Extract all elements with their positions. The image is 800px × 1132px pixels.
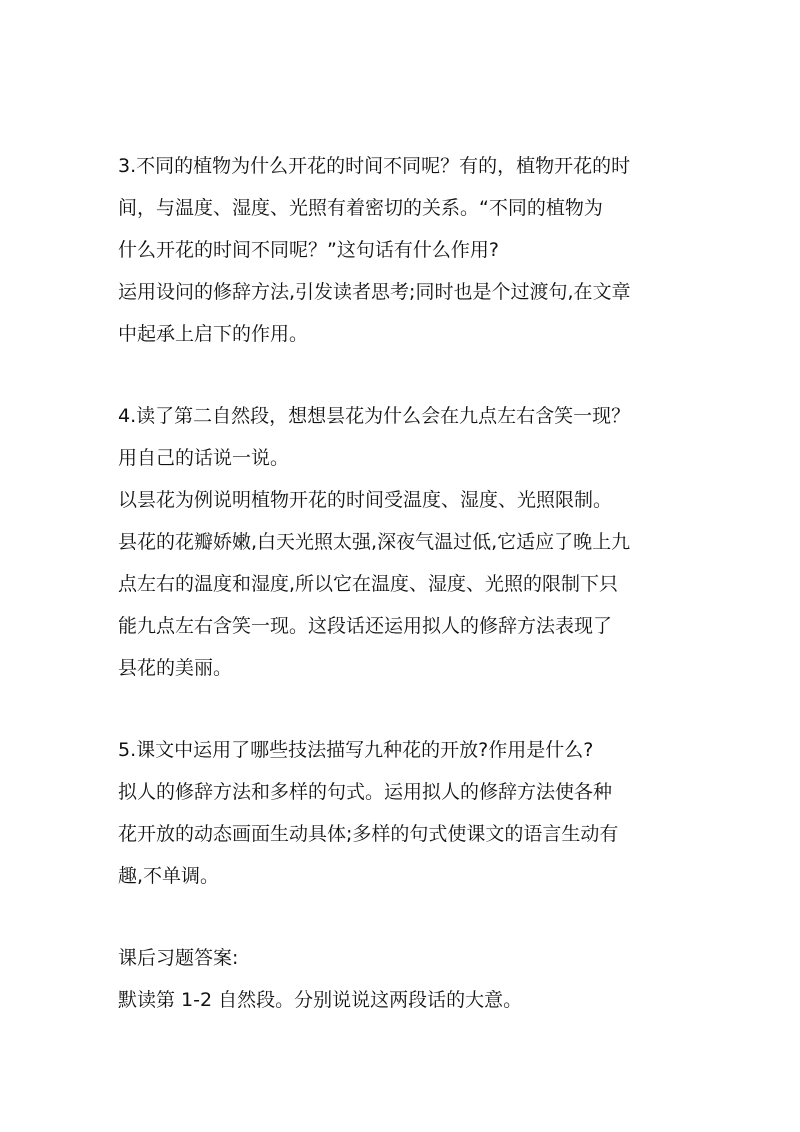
answer-4-line-3: 点左右的温度和湿度,所以它在温度、湿度、光照的限制下只: [118, 573, 619, 595]
exercise-answers-heading: 课后习题答案:: [118, 947, 239, 969]
document-page: [118, 145, 708, 1021]
answer-3-line-1: 运用设问的修辞方法,引发读者思考;同时也是个过渡句,在文章: [118, 281, 631, 303]
question-4-line-2: 用自己的话说一说。: [118, 447, 290, 469]
answer-5-line-1: 拟人的修辞方法和多样的句式。运用拟人的修辞方法使各种: [118, 781, 613, 803]
exercise-answers-line-1: 默读第 1-2 自然段。分别说说这两段话的大意。: [118, 989, 523, 1011]
answer-4-line-4: 能九点左右含笑一现。这段话还运用拟人的修辞方法表现了: [118, 615, 613, 637]
answer-4-line-1: 以昙花为例说明植物开花的时间受温度、湿度、光照限制。: [118, 489, 613, 511]
question-5-section: [118, 729, 708, 897]
section-gap: [118, 689, 708, 729]
question-3-line-2: 间，与温度、湿度、光照有着密切的关系。“不同的植物为: [118, 197, 603, 219]
answer-5-line-2: 花开放的动态画面生动具体;多样的句式使课文的语言生动有: [118, 823, 619, 845]
question-4-line-1: 4.读了第二自然段，想想昙花为什么会在九点左右含笑一现？: [118, 405, 631, 427]
question-5-line-1: 5.课文中运用了哪些技法描写九种花的开放?作用是什么?: [118, 739, 594, 761]
section-gap: [118, 897, 708, 937]
question-4-section: [118, 395, 708, 689]
question-3-section: [118, 145, 708, 355]
answer-3-line-2: 中起承上启下的作用。: [118, 323, 309, 345]
answer-5-line-3: 趣,不单调。: [118, 865, 220, 887]
exercise-answers-section: [118, 937, 708, 1021]
question-3-line-3: 什么开花的时间不同呢？”这句话有什么作用?: [118, 239, 499, 261]
answer-4-line-2: 县花的花瓣娇嫩,白天光照太强,深夜气温过低,它适应了晚上九: [118, 531, 631, 553]
answer-4-line-5: 县花的美丽。: [118, 657, 233, 679]
question-3-line-1: 3.不同的植物为什么开花的时间不同呢？有的，植物开花的时: [118, 155, 631, 177]
section-gap: [118, 355, 708, 395]
